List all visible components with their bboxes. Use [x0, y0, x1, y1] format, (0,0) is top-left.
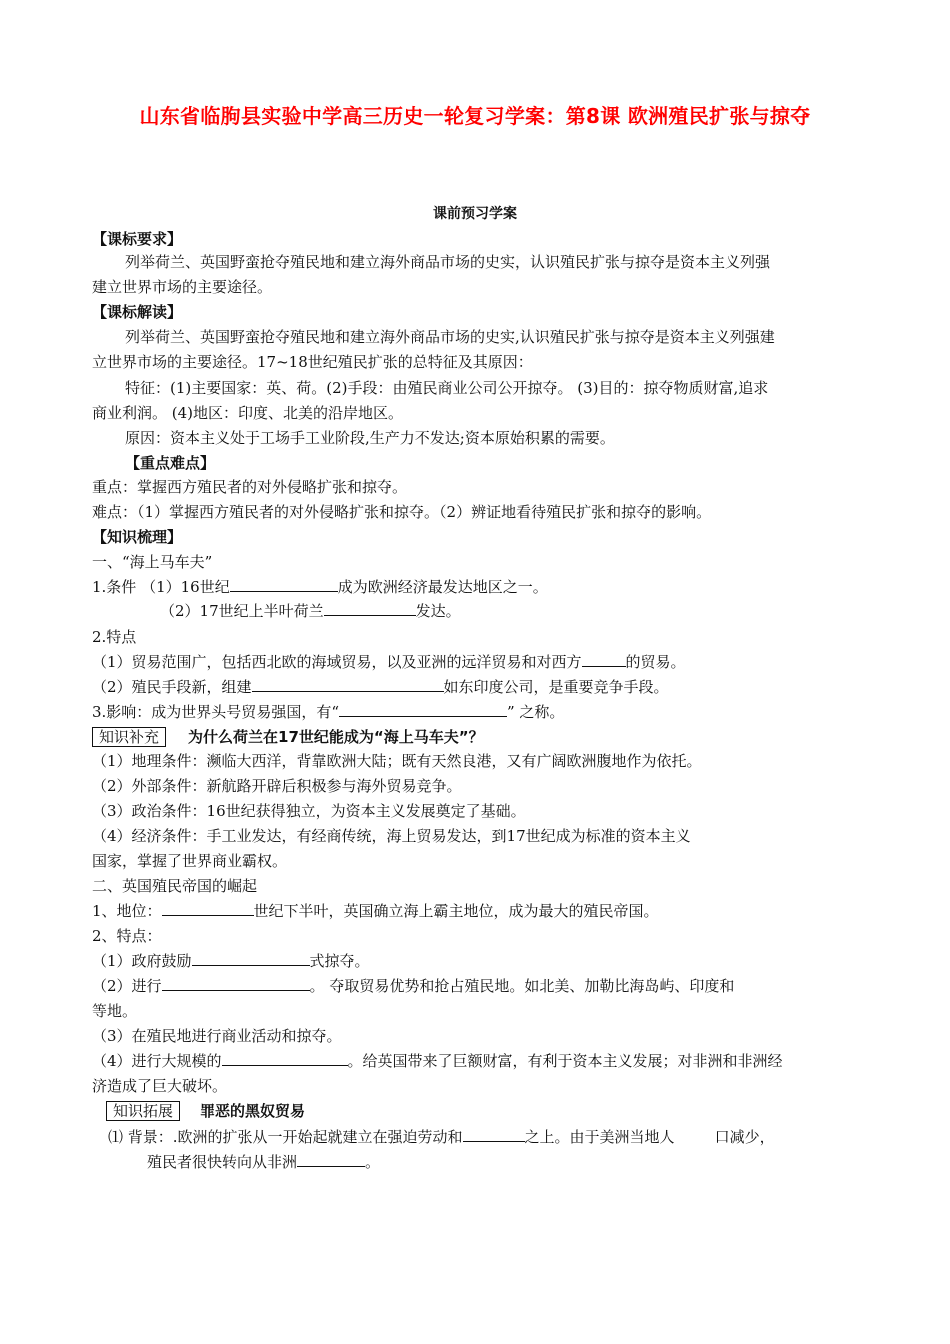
- text-segment: 1.条件 （1）16世纪: [92, 578, 230, 596]
- blank-underline: [582, 652, 626, 667]
- feature-line-2: [92, 676, 669, 698]
- text-segment: （2）殖民手段新，组建: [92, 678, 252, 696]
- paragraph-line: 建立世界市场的主要途径。: [92, 278, 273, 296]
- supplement-question: 为什么荷兰在17世纪能成为“海上马车夫”？: [188, 728, 484, 746]
- text-segment: 之上。由于美洲当地人: [524, 1128, 675, 1146]
- text-segment: 3.影响：成为世界头号贸易强国，有“: [92, 703, 339, 721]
- text-segment: 式掠夺。: [309, 952, 370, 970]
- paragraph-line: （2）外部条件：新航路开辟后积极参与海外贸易竞争。: [92, 777, 462, 795]
- blank-underline: [162, 901, 254, 916]
- background-line: [108, 1126, 775, 1148]
- background-line: [147, 1151, 380, 1173]
- paragraph-line: （3）在殖民地进行商业活动和掠夺。: [92, 1027, 342, 1045]
- extension-title: 罪恶的黑奴贸易: [200, 1102, 306, 1120]
- heading-curriculum-interpretation: 【课标解读】: [92, 303, 183, 321]
- text-segment: ” 之称。: [506, 703, 565, 721]
- paragraph-line: 重点：掌握西方殖民者的对外侵略扩张和掠夺。: [92, 478, 408, 496]
- paragraph-line: 难点：（1）掌握西方殖民者的对外侵略扩张和掠夺。（2）辨证地看待殖民扩张和掠夺的影响。: [92, 503, 712, 521]
- paragraph-line: 国家，掌握了世界商业霸权。: [92, 852, 288, 870]
- document-title: 山东省临朐县实验中学高三历史一轮复习学案：第8课 欧洲殖民扩张与掠夺: [139, 104, 811, 128]
- paragraph-line: 列举荷兰、英国野蛮抢夺殖民地和建立海外商品市场的史实,认识殖民扩张与掠夺是资本主义列强建: [125, 328, 775, 346]
- text-segment: 。 夺取贸易优势和抢占殖民地。如北美、加勒比海岛屿、印度和: [309, 977, 735, 995]
- text-segment: （1）贸易范围广，包括西北欧的海域贸易，以及亚洲的远洋贸易和对西方: [92, 653, 582, 671]
- blank-underline: [192, 951, 310, 966]
- blank-underline: [162, 976, 310, 991]
- blank-underline: [230, 577, 338, 592]
- heading-knowledge-review: 【知识梳理】: [92, 528, 183, 546]
- paragraph-line: 立世界市场的主要途径。17~18世纪殖民扩张的总特征及其原因：: [92, 353, 533, 371]
- text-segment: 口减少，: [714, 1128, 775, 1146]
- paragraph-line: 原因：资本主义处于工场手工业阶段,生产力不发达;资本原始积累的需要。: [125, 429, 615, 447]
- text-segment: （2）进行: [92, 977, 162, 995]
- condition-line-2: [160, 600, 461, 622]
- heading-curriculum-requirements: 【课标要求】: [92, 230, 183, 248]
- text-segment: 成为欧洲经济最发达地区之一。: [337, 578, 548, 596]
- feature-line: [92, 1050, 783, 1072]
- paragraph-line: （1）地理条件：濒临大西洋，背靠欧洲大陆；既有天然良港，又有广阔欧洲腹地作为依托。: [92, 752, 702, 770]
- text-segment: 殖民者很快转向从非洲: [147, 1153, 298, 1171]
- paragraph-line: 列举荷兰、英国野蛮抢夺殖民地和建立海外商品市场的史实，认识殖民扩张与掠夺是资本主义列强: [125, 253, 771, 271]
- paragraph-line: （4）经济条件：手工业发达，有经商传统，海上贸易发达，到17世纪成为标准的资本主义: [92, 827, 691, 845]
- blank-underline: [339, 702, 507, 717]
- effect-line: [92, 701, 564, 723]
- text-segment: 。: [365, 1153, 381, 1171]
- features-heading: 2、特点：: [92, 927, 162, 945]
- paragraph-line: （3）政治条件：16世纪获得独立，为资本主义发展奠定了基础。: [92, 802, 526, 820]
- blank-underline: [463, 1127, 525, 1142]
- text-segment: 的贸易。: [625, 653, 686, 671]
- feature-line-1: [92, 651, 686, 673]
- paragraph-line: 商业利润。 (4)地区：印度、北美的沿岸地区。: [92, 404, 404, 422]
- text-segment: 1、地位：: [92, 902, 162, 920]
- feature-line: [92, 950, 370, 972]
- blank-underline: [297, 1152, 365, 1167]
- condition-line-1: [92, 576, 548, 598]
- supplement-label-box: 知识补充: [92, 727, 166, 747]
- text-segment: （2）17世纪上半叶荷兰: [160, 602, 324, 620]
- feature-line: [92, 975, 734, 997]
- blank-underline: [222, 1051, 348, 1066]
- text-segment: 发达。: [415, 602, 461, 620]
- paragraph-line: 济造成了巨大破坏。: [92, 1077, 228, 1095]
- text-segment: 如东印度公司，是重要竞争手段。: [443, 678, 669, 696]
- extension-header: [106, 1100, 305, 1122]
- supplement-header: [92, 726, 484, 748]
- extension-label-box: 知识拓展: [106, 1101, 180, 1121]
- section-subtitle: 课前预习学案: [433, 206, 517, 222]
- blank-underline: [252, 677, 444, 692]
- text-segment: 世纪下半叶，英国确立海上霸主地位，成为最大的殖民帝国。: [253, 902, 659, 920]
- text-segment: ⑴ 背景：.欧洲的扩张从一开始起就建立在强迫劳动和: [108, 1128, 463, 1146]
- section-heading-2: 二、英国殖民帝国的崛起: [92, 877, 258, 895]
- paragraph-line: 特征：(1)主要国家：英、荷。(2)手段：由殖民商业公司公开掠夺。 (3)目的：掠夺物质财富,追求: [125, 379, 769, 397]
- section-heading-1: 一、“海上马车夫”: [92, 553, 213, 571]
- status-line: [92, 900, 659, 922]
- text-segment: 。给英国带来了巨额财富，有利于资本主义发展；对非洲和非洲经: [347, 1052, 783, 1070]
- paragraph-line: 等地。: [92, 1002, 138, 1020]
- feature-heading: 2.特点: [92, 628, 137, 646]
- blank-underline: [324, 601, 416, 616]
- text-segment: （4）进行大规模的: [92, 1052, 222, 1070]
- heading-key-points: 【重点难点】: [125, 454, 216, 472]
- text-segment: （1）政府鼓励: [92, 952, 192, 970]
